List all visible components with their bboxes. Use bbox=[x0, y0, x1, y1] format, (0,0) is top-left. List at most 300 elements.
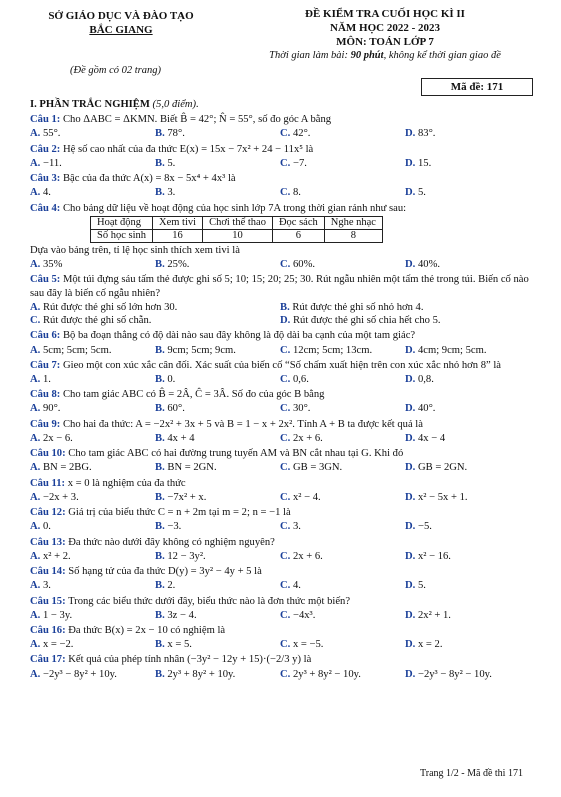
option-text: 0. bbox=[42, 521, 51, 533]
option-text: 2x + 6. bbox=[292, 550, 323, 562]
question-text: Cho hai đa thức: A = −2x² + 3x + 5 và B = 1 − x + 2x². Tính A + B ta được kết quả là bbox=[62, 418, 423, 430]
answer-option[interactable] bbox=[30, 550, 155, 563]
option-text: 5cm; 5cm; 5cm. bbox=[42, 344, 112, 356]
answer-option[interactable] bbox=[155, 579, 280, 592]
option-letter: C. bbox=[280, 550, 291, 562]
answer-option[interactable] bbox=[30, 609, 155, 622]
answer-option[interactable] bbox=[155, 373, 280, 386]
option-letter: B. bbox=[155, 491, 165, 503]
answer-options bbox=[30, 186, 535, 199]
question-text: Cho tam giác ABC có B̂ = 2Â, Ĉ = 3Â. Số đo của góc B bằng bbox=[62, 389, 325, 401]
answer-option[interactable] bbox=[30, 373, 155, 386]
option-letter: B. bbox=[155, 128, 165, 140]
option-letter: B. bbox=[155, 259, 165, 271]
question-text: Một túi đựng sáu tấm thẻ được ghi số 5; 10; 15; 20; 25; 30. Rút ngẫu nhiên một tấm thẻ trong túi. Biến cố nào sau đây là biến cố ngẫu nhiên? bbox=[30, 274, 529, 299]
question bbox=[30, 172, 535, 185]
answer-options bbox=[30, 258, 535, 271]
option-letter: C. bbox=[280, 491, 291, 503]
option-letter: A. bbox=[30, 187, 41, 199]
option-text: x² − 4. bbox=[292, 491, 321, 503]
question-text: Giá trị của biểu thức C = n + 2m tại m = 2; n = −1 là bbox=[68, 507, 291, 519]
question-number: Câu 2: bbox=[30, 143, 61, 155]
question-text: Đa thức nào dưới đây không có nghiệm nguyên? bbox=[68, 536, 275, 548]
option-letter: B. bbox=[155, 373, 165, 385]
option-letter: D. bbox=[405, 187, 416, 199]
answer-option[interactable] bbox=[405, 520, 530, 533]
option-text: −7x² + x. bbox=[167, 491, 207, 503]
answer-option[interactable] bbox=[280, 668, 405, 681]
option-text: 2x² + 1. bbox=[417, 609, 451, 621]
question bbox=[30, 202, 535, 215]
question-text: Trong các biểu thức dưới đây, biểu thức nào là đơn thức một biến? bbox=[68, 595, 351, 607]
province: BẮC GIANG bbox=[89, 23, 153, 36]
option-text: 2y³ + 8y² + 10y. bbox=[167, 668, 236, 680]
option-text: BN = 2GN. bbox=[167, 462, 217, 474]
answer-option[interactable] bbox=[280, 127, 405, 140]
option-letter: A. bbox=[30, 344, 41, 356]
table-header-cell: Nghe nhạc bbox=[324, 216, 382, 229]
option-letter: D. bbox=[405, 550, 416, 562]
table-cell: 6 bbox=[272, 229, 324, 242]
answer-option[interactable] bbox=[405, 550, 530, 563]
option-text: −3. bbox=[167, 521, 182, 533]
answer-options bbox=[30, 520, 535, 533]
option-text: 40%. bbox=[417, 259, 441, 271]
answer-option[interactable] bbox=[280, 579, 405, 592]
option-letter: D. bbox=[405, 639, 416, 651]
question bbox=[30, 506, 535, 519]
option-text: 15. bbox=[417, 157, 432, 169]
option-text: x = 2. bbox=[417, 639, 443, 651]
option-text: 2y³ + 8y² − 10y. bbox=[292, 668, 361, 680]
option-text: 42°. bbox=[292, 128, 311, 140]
option-text: 5. bbox=[417, 580, 426, 592]
option-letter: C. bbox=[280, 668, 291, 680]
answer-option[interactable] bbox=[30, 186, 155, 199]
option-letter: A. bbox=[30, 668, 41, 680]
answer-option[interactable] bbox=[405, 258, 530, 271]
option-letter: A. bbox=[30, 301, 41, 313]
option-text: −5. bbox=[417, 521, 432, 533]
option-letter: D. bbox=[405, 432, 416, 444]
option-text: GB = 2GN. bbox=[417, 462, 468, 474]
table-cell: 8 bbox=[324, 229, 382, 242]
table-header-cell: Xem tivi bbox=[153, 216, 203, 229]
answer-option[interactable] bbox=[30, 301, 280, 314]
answer-option[interactable] bbox=[405, 402, 530, 415]
option-letter: B. bbox=[155, 639, 165, 651]
option-letter: D. bbox=[405, 259, 416, 271]
option-letter: D. bbox=[405, 491, 416, 503]
answer-option[interactable] bbox=[30, 127, 155, 140]
option-letter: B. bbox=[155, 432, 165, 444]
option-text: 0. bbox=[167, 373, 176, 385]
option-text: Rút được thẻ ghi số chia hết cho 5. bbox=[292, 315, 441, 327]
option-text: −2x + 3. bbox=[42, 491, 79, 503]
option-text: 4. bbox=[42, 187, 51, 199]
answer-options bbox=[30, 402, 535, 415]
table-header-cell: Đọc sách bbox=[272, 216, 324, 229]
option-text: 1 − 3y. bbox=[42, 609, 73, 621]
option-text: −2y³ − 8y² − 10y. bbox=[417, 668, 492, 680]
section-title-text: I. PHẦN TRẮC NGHIỆM bbox=[30, 99, 153, 110]
option-letter: C. bbox=[280, 157, 291, 169]
option-text: 0,8. bbox=[417, 373, 434, 385]
question bbox=[30, 653, 535, 666]
question-number: Câu 9: bbox=[30, 418, 61, 430]
option-text: 3. bbox=[292, 521, 301, 533]
option-letter: B. bbox=[155, 403, 165, 415]
answer-options bbox=[30, 344, 535, 357]
option-text: x = −5. bbox=[292, 639, 324, 651]
answer-options bbox=[30, 127, 535, 140]
answer-option[interactable] bbox=[280, 638, 405, 651]
answer-option[interactable] bbox=[280, 461, 405, 474]
question-number: Câu 5: bbox=[30, 274, 61, 286]
option-text: 83°. bbox=[417, 128, 436, 140]
answer-option[interactable] bbox=[155, 432, 280, 445]
answer-option[interactable] bbox=[280, 491, 405, 504]
question-text: Số hạng tử của đa thức D(y) = 3y² − 4y + 5 là bbox=[68, 566, 262, 578]
answer-option[interactable] bbox=[405, 461, 530, 474]
answer-option[interactable] bbox=[30, 157, 155, 170]
option-text: 5. bbox=[417, 187, 426, 199]
answer-options bbox=[30, 157, 535, 170]
option-text: 4. bbox=[292, 580, 301, 592]
question bbox=[30, 536, 535, 549]
answer-options bbox=[30, 609, 535, 622]
answer-option[interactable] bbox=[405, 186, 530, 199]
option-letter: C. bbox=[30, 315, 41, 327]
option-letter: A. bbox=[30, 521, 41, 533]
question-number: Câu 1: bbox=[30, 114, 61, 126]
option-letter: B. bbox=[155, 187, 165, 199]
question-number: Câu 8: bbox=[30, 389, 61, 401]
question-text: Cho tam giác ABC có hai đường trung tuyến AM và BN cắt nhau tại G. Khi đó bbox=[68, 448, 404, 460]
option-text: x² − 16. bbox=[417, 550, 451, 562]
section-title bbox=[30, 98, 535, 111]
question-text: Bộ ba đoạn thẳng có độ dài nào sau đây không là độ dài ba cạnh của một tam giác? bbox=[62, 330, 416, 342]
option-letter: C. bbox=[280, 462, 291, 474]
option-letter: C. bbox=[280, 580, 291, 592]
answer-option[interactable] bbox=[280, 314, 530, 327]
question-number: Câu 10: bbox=[30, 448, 66, 460]
question-text: Gieo một con xúc xắc cân đối. Xác suất của biến cố “Số chấm xuất hiện trên con xúc xắc nhỏ hơn 8” là bbox=[62, 359, 501, 371]
answer-option[interactable] bbox=[155, 186, 280, 199]
question bbox=[30, 273, 535, 299]
answer-option[interactable] bbox=[405, 609, 530, 622]
time-suffix: , không kể thời gian giao đề bbox=[383, 50, 501, 62]
answer-option[interactable] bbox=[30, 461, 155, 474]
answer-option[interactable] bbox=[405, 579, 530, 592]
time-value: 90 phút bbox=[350, 50, 384, 62]
option-letter: D. bbox=[405, 373, 416, 385]
option-letter: D. bbox=[405, 609, 416, 621]
question-text: Đa thức B(x) = 2x − 10 có nghiệm là bbox=[68, 624, 226, 636]
header-left bbox=[36, 10, 206, 38]
answer-options bbox=[30, 432, 535, 445]
option-letter: A. bbox=[30, 580, 41, 592]
question-number: Câu 6: bbox=[30, 330, 61, 342]
answer-option[interactable] bbox=[280, 432, 405, 445]
answer-option[interactable] bbox=[405, 373, 530, 386]
answer-option[interactable] bbox=[30, 344, 155, 357]
option-letter: B. bbox=[155, 462, 165, 474]
option-text: 60%. bbox=[292, 259, 316, 271]
answer-option[interactable] bbox=[155, 127, 280, 140]
option-text: 90°. bbox=[42, 403, 61, 415]
option-letter: D. bbox=[405, 403, 416, 415]
option-text: 25%. bbox=[167, 259, 190, 271]
answer-option[interactable] bbox=[405, 668, 530, 681]
option-letter: D. bbox=[280, 315, 291, 327]
answer-option[interactable] bbox=[405, 157, 530, 170]
answer-option[interactable] bbox=[155, 609, 280, 622]
answer-options bbox=[30, 461, 535, 474]
answer-options bbox=[30, 638, 535, 651]
answer-option[interactable] bbox=[30, 258, 155, 271]
answer-option[interactable] bbox=[405, 127, 530, 140]
option-letter: B. bbox=[155, 550, 165, 562]
question bbox=[30, 624, 535, 637]
option-letter: C. bbox=[280, 344, 291, 356]
option-letter: D. bbox=[405, 344, 416, 356]
question-text: Bậc của đa thức A(x) = 8x − 5x⁴ + 4x³ là bbox=[62, 173, 236, 185]
option-text: 78°. bbox=[167, 128, 185, 140]
option-text: x = 5. bbox=[167, 639, 192, 651]
option-text: 8. bbox=[292, 187, 301, 199]
option-letter: A. bbox=[30, 609, 41, 621]
option-text: Rút được thẻ ghi số nhỏ hơn 4. bbox=[292, 301, 424, 313]
answer-option[interactable] bbox=[30, 491, 155, 504]
option-letter: C. bbox=[280, 403, 291, 415]
option-text: −11. bbox=[42, 157, 62, 169]
answer-option[interactable] bbox=[155, 638, 280, 651]
option-text: 3. bbox=[42, 580, 51, 592]
answer-option[interactable] bbox=[280, 186, 405, 199]
question-number: Câu 14: bbox=[30, 566, 66, 578]
option-letter: A. bbox=[30, 128, 41, 140]
question-number: Câu 11: bbox=[30, 477, 66, 489]
option-letter: A. bbox=[30, 462, 41, 474]
option-letter: C. bbox=[280, 609, 291, 621]
answer-option[interactable] bbox=[405, 491, 530, 504]
option-letter: B. bbox=[155, 609, 165, 621]
question-number: Câu 12: bbox=[30, 507, 66, 519]
question bbox=[30, 565, 535, 578]
question-followup: Dựa vào bảng trên, tỉ lệ học sinh thích xem tivi là bbox=[30, 244, 240, 256]
question-number: Câu 7: bbox=[30, 359, 61, 371]
table-cell: 16 bbox=[153, 229, 203, 242]
option-letter: D. bbox=[405, 128, 416, 140]
option-text: Rút được thẻ ghi số lớn hơn 30. bbox=[42, 301, 178, 313]
answer-options bbox=[30, 579, 535, 592]
option-text: 0,6. bbox=[292, 373, 309, 385]
page-count-note: (Đề gồm có 02 trang) bbox=[70, 65, 161, 76]
option-letter: C. bbox=[280, 259, 291, 271]
option-text: 3. bbox=[167, 187, 176, 199]
option-letter: A. bbox=[30, 491, 41, 503]
option-text: 55°. bbox=[42, 128, 61, 140]
page-footer: Trang 1/2 - Mã đề thi 171 bbox=[420, 768, 523, 779]
option-letter: C. bbox=[280, 432, 291, 444]
question bbox=[30, 388, 535, 401]
option-text: −7. bbox=[292, 157, 307, 169]
option-text: 30°. bbox=[292, 403, 311, 415]
option-letter: B. bbox=[280, 301, 290, 313]
subject: MÔN: TOÁN LỚP 7 bbox=[336, 35, 434, 48]
activity-table bbox=[90, 216, 383, 243]
question-list bbox=[30, 98, 535, 683]
option-text: 9cm; 5cm; 9cm. bbox=[167, 344, 236, 356]
answer-option[interactable] bbox=[280, 609, 405, 622]
option-letter: C. bbox=[280, 639, 291, 651]
option-text: −4x³. bbox=[292, 609, 316, 621]
question-number: Câu 4: bbox=[30, 202, 61, 214]
answer-options bbox=[30, 301, 535, 327]
exam-code-box: Mã đề: 171 bbox=[421, 78, 533, 96]
question-number: Câu 16: bbox=[30, 624, 66, 636]
option-letter: B. bbox=[155, 668, 165, 680]
table-header-cell: Hoạt động bbox=[91, 216, 153, 229]
option-text: Rút được thẻ ghi số chẵn. bbox=[42, 315, 152, 327]
header-right bbox=[240, 8, 530, 62]
option-letter: B. bbox=[155, 344, 165, 356]
option-text: BN = 2BG. bbox=[42, 462, 92, 474]
option-text: 3z − 4. bbox=[167, 609, 197, 621]
question bbox=[30, 447, 535, 460]
option-text: 4cm; 9cm; 5cm. bbox=[417, 344, 487, 356]
answer-option[interactable] bbox=[405, 638, 530, 651]
answer-option[interactable] bbox=[30, 402, 155, 415]
answer-option[interactable] bbox=[155, 461, 280, 474]
option-text: 35% bbox=[42, 259, 63, 271]
question-number: Câu 15: bbox=[30, 595, 66, 607]
option-letter: C. bbox=[280, 187, 291, 199]
option-text: x² + 2. bbox=[42, 550, 71, 562]
question bbox=[30, 595, 535, 608]
option-letter: C. bbox=[280, 128, 291, 140]
option-text: 12 − 3y². bbox=[167, 550, 206, 562]
option-text: 1. bbox=[42, 373, 51, 385]
option-letter: A. bbox=[30, 373, 41, 385]
answer-option[interactable] bbox=[155, 550, 280, 563]
option-letter: A. bbox=[30, 259, 41, 271]
question bbox=[30, 143, 535, 156]
answer-option[interactable] bbox=[280, 402, 405, 415]
answer-option[interactable] bbox=[280, 301, 530, 314]
question-text: Cho bảng dữ liệu về hoạt động của học sinh lớp 7A trong thời gian rảnh như sau: bbox=[62, 202, 407, 214]
answer-options bbox=[30, 491, 535, 504]
option-text: 40°. bbox=[417, 403, 436, 415]
answer-option[interactable] bbox=[30, 432, 155, 445]
question bbox=[30, 113, 535, 126]
answer-option[interactable] bbox=[30, 314, 280, 327]
answer-option[interactable] bbox=[30, 638, 155, 651]
question-number: Câu 17: bbox=[30, 654, 66, 666]
school-year: NĂM HỌC 2022 - 2023 bbox=[330, 21, 440, 34]
time-limit bbox=[240, 49, 530, 62]
option-letter: B. bbox=[155, 157, 165, 169]
option-letter: A. bbox=[30, 639, 41, 651]
exam-title: ĐỀ KIỂM TRA CUỐI HỌC KÌ II bbox=[305, 8, 465, 20]
answer-options bbox=[30, 668, 535, 681]
option-text: 4x + 4 bbox=[167, 432, 195, 444]
time-prefix: Thời gian làm bài: bbox=[269, 50, 351, 62]
option-letter: C. bbox=[280, 373, 291, 385]
option-letter: D. bbox=[405, 521, 416, 533]
option-text: −2y³ − 8y² + 10y. bbox=[42, 668, 117, 680]
table-cell: 10 bbox=[203, 229, 273, 242]
table-row-label: Số học sinh bbox=[91, 229, 153, 242]
answer-option[interactable] bbox=[280, 157, 405, 170]
answer-option[interactable] bbox=[155, 491, 280, 504]
answer-options bbox=[30, 373, 535, 386]
answer-option[interactable] bbox=[280, 373, 405, 386]
section-points: (5,0 điểm). bbox=[152, 99, 199, 110]
option-letter: A. bbox=[30, 432, 41, 444]
question-number: Câu 13: bbox=[30, 536, 66, 548]
option-letter: D. bbox=[405, 668, 416, 680]
option-text: 2x − 6. bbox=[42, 432, 73, 444]
answer-option[interactable] bbox=[280, 520, 405, 533]
answer-option[interactable] bbox=[30, 579, 155, 592]
option-letter: D. bbox=[405, 462, 416, 474]
question-text: x = 0 là nghiệm của đa thức bbox=[67, 477, 186, 489]
option-letter: A. bbox=[30, 157, 41, 169]
answer-option[interactable] bbox=[155, 157, 280, 170]
question-text: Cho ΔABC = ΔKMN. Biết B̂ = 42°; N̂ = 55°, số đo góc A bằng bbox=[62, 114, 332, 126]
answer-option[interactable] bbox=[405, 432, 530, 445]
option-letter: A. bbox=[30, 550, 41, 562]
question bbox=[30, 359, 535, 372]
answer-option[interactable] bbox=[280, 550, 405, 563]
question bbox=[30, 477, 535, 490]
question bbox=[30, 418, 535, 431]
option-text: x² − 5x + 1. bbox=[417, 491, 468, 503]
option-letter: C. bbox=[280, 521, 291, 533]
answer-option[interactable] bbox=[405, 344, 530, 357]
option-text: 2. bbox=[167, 580, 176, 592]
option-letter: A. bbox=[30, 403, 41, 415]
answer-option[interactable] bbox=[155, 520, 280, 533]
department: SỞ GIÁO DỤC VÀ ĐÀO TẠO bbox=[48, 10, 194, 22]
answer-option[interactable] bbox=[155, 344, 280, 357]
question bbox=[30, 329, 535, 342]
answer-options bbox=[30, 550, 535, 563]
option-letter: B. bbox=[155, 521, 165, 533]
answer-option[interactable] bbox=[30, 668, 155, 681]
option-text: GB = 3GN. bbox=[292, 462, 343, 474]
question-text: Kết quả của phép tính nhân (−3y² − 12y + 15)·(−2/3 y) là bbox=[68, 654, 312, 666]
table-header-cell: Chơi thể thao bbox=[203, 216, 273, 229]
answer-option[interactable] bbox=[155, 402, 280, 415]
option-text: 5. bbox=[167, 157, 176, 169]
option-letter: B. bbox=[155, 580, 165, 592]
question-text: Hệ số cao nhất của đa thức E(x) = 15x − 7x² + 24 − 11x⁵ là bbox=[62, 143, 314, 155]
option-text: 4x − 4 bbox=[417, 432, 446, 444]
option-text: 60°. bbox=[167, 403, 185, 415]
option-text: 2x + 6. bbox=[292, 432, 323, 444]
answer-option[interactable] bbox=[280, 344, 405, 357]
answer-option[interactable] bbox=[155, 668, 280, 681]
option-letter: D. bbox=[405, 157, 416, 169]
answer-option[interactable] bbox=[30, 520, 155, 533]
answer-option[interactable] bbox=[155, 258, 280, 271]
question-number: Câu 3: bbox=[30, 173, 61, 185]
option-letter: D. bbox=[405, 580, 416, 592]
answer-option[interactable] bbox=[280, 258, 405, 271]
